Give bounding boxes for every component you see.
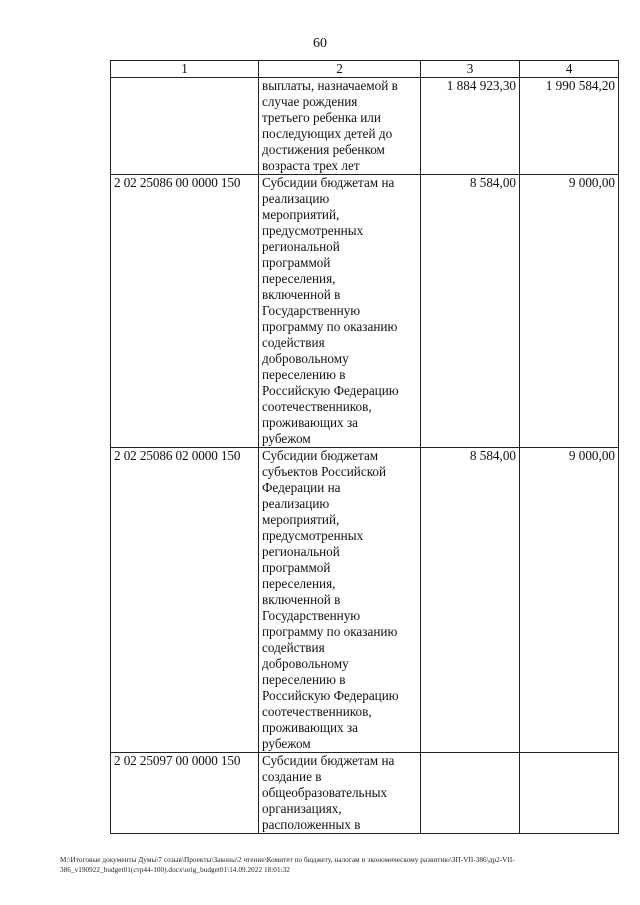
table-row: [111, 753, 619, 834]
amount-col3: 1 884 923,30: [421, 78, 520, 175]
amount-col4: 1 990 584,20: [520, 78, 619, 175]
column-header-2: 2: [259, 61, 421, 78]
page-number: 60: [313, 36, 327, 51]
table-row: [111, 78, 619, 175]
amount-col3: 8 584,00: [421, 175, 520, 448]
budget-code: 2 02 25086 00 0000 150: [111, 175, 259, 448]
budget-code: 2 02 25097 00 0000 150: [111, 753, 259, 834]
amount-col3: [421, 753, 520, 834]
column-header-3: 3: [421, 61, 520, 78]
amount-col4: [520, 753, 619, 834]
budget-code: 2 02 25086 02 0000 150: [111, 448, 259, 753]
column-header-1: 1: [111, 61, 259, 78]
column-header-4: 4: [520, 61, 619, 78]
item-name: [259, 175, 421, 448]
amount-col4: 9 000,00: [520, 448, 619, 753]
amount-col3: 8 584,00: [421, 448, 520, 753]
item-name: [259, 448, 421, 753]
table-row: [111, 175, 619, 448]
item-name-text: Субсидии бюджетам субъектов Российской Федерации на реализацию мероприятий, предусмотренных региональной программой переселения, включенной в Государственную программу по оказанию содействия добровольному переселению в Российскую Федерацию соотечественников, проживающих за рубежом: [262, 448, 399, 751]
amount-col4: 9 000,00: [520, 175, 619, 448]
budget-code: [111, 78, 259, 175]
budget-table: [110, 60, 619, 834]
item-name-text: выплаты, назначаемой в случае рождения третьего ребенка или последующих детей до достижения ребенком возраста трех лет: [262, 78, 398, 173]
item-name: [259, 753, 421, 834]
document-path-footer: [60, 855, 620, 875]
item-name-text: Субсидии бюджетам на реализацию мероприятий, предусмотренных региональной программой переселения, включенной в Государственную программу по оказанию содействия добровольному переселению в Российскую Федерацию соотечественников, проживающих за рубежом: [262, 175, 399, 446]
item-name: [259, 78, 421, 175]
footer-path-line-1: M:\Итоговые документы Думы\7 созыв\Проекты\Законы\2 чтение\Комитет по бюджету, налогам и экономическому развитию\ЗП-VII-386\др2-VII-: [60, 856, 515, 864]
footer-path-line-2: 386_v190922_budget01(стр44-100).docx\orig_budget01\14.09.2022 18:01:32: [60, 866, 290, 874]
table-header-row: [111, 61, 619, 78]
table-row: [111, 448, 619, 753]
item-name-text: Субсидии бюджетам на создание в общеобразовательных организациях, расположенных в: [262, 753, 395, 832]
